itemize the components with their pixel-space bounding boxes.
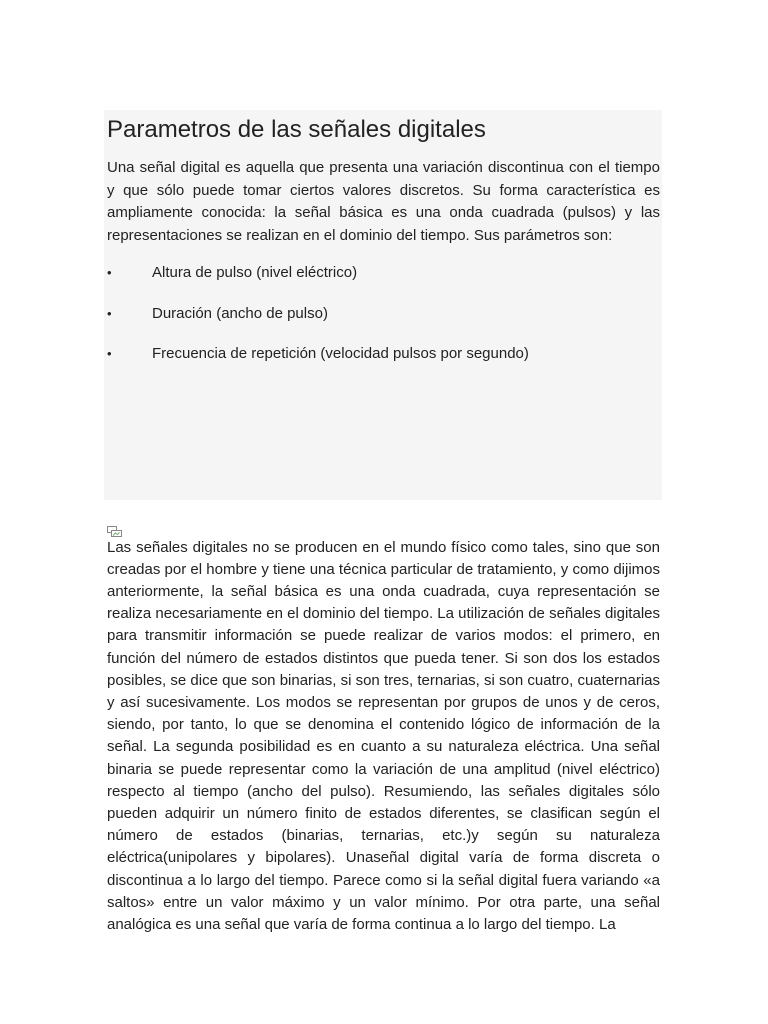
broken-image-icon — [107, 526, 122, 537]
list-item — [107, 294, 660, 335]
body-paragraph: Las señales digitales no se producen en el mundo físico como tales, sino que son creadas por el hombre y tiene una técnica particular de tratamiento, y como dijimos anteriormente, la señal básica es una onda cuadrada, cuya representación se realiza necesariamente en el dominio del tiempo. La utilización de señales digitales para transmitir información se puede realizar de varios modos: el primero, en función del número de estados distintos que pueda tener. Si son dos los estados posibles, se dice que son binarias, si son tres, ternarias, si son cuatro, cuaternarias y así sucesivamente. Los modos se representan por grupos de unos y de ceros, siendo, por tanto, lo que se denomina el contenido lógico de información de la señal. La segunda posibilidad es en cuanto a su naturaleza eléctrica. Una señal binaria se puede representar como la variación de una amplitud (nivel eléctrico) respecto al tiempo (ancho del pulso). Resumiendo, las señales digitales sólo pueden adquirir un número finito de estados diferentes, se clasifican según el número de estados (binarias, ternarias, etc.)y según su naturaleza eléctrica(unipolares y bipolares). Unaseñal digital varía de forma discreta o discontinua a lo largo del tiempo. Parece como si la señal digital fuera variando «a saltos» entre un valor máximo y un valor mínimo. Por otra parte, una señal analógica es una señal que varía de forma continua a lo largo del tiempo. La — [107, 538, 660, 933]
document-content — [107, 112, 660, 936]
bullet-icon: • — [107, 346, 112, 361]
page-title: Parametros de las señales digitales — [107, 116, 486, 143]
list-item-text: Frecuencia de repetición (velocidad pulsos por segundo) — [152, 345, 529, 362]
bullet-icon: • — [107, 265, 112, 280]
parameter-list — [107, 253, 660, 375]
image-placeholder — [107, 375, 660, 537]
list-item-text: Duración (ancho de pulso) — [152, 304, 328, 322]
bullet-icon: • — [107, 305, 112, 321]
list-item-text: Altura de pulso (nivel eléctrico) — [152, 264, 358, 281]
intro-paragraph: Una señal digital es aquella que presenta una variación discontinua con el tiempo y que sólo puede tomar ciertos valores discretos. Su forma característica es ampliamente conocida: la señal básica es una onda cuadrada (pulsos) y las representaciones se realizan en el dominio del tiempo. Sus parámetros son: — [107, 159, 660, 244]
list-item — [107, 334, 660, 375]
list-item — [107, 253, 660, 294]
